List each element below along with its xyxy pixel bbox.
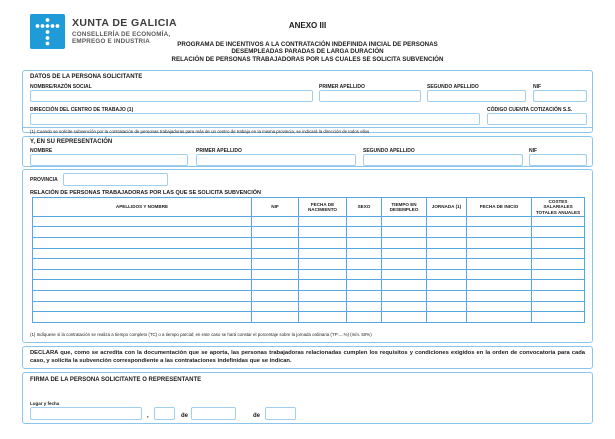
worker-cell[interactable]: [347, 216, 382, 227]
ss-account-input[interactable]: [487, 113, 587, 125]
annex-label: ANEXO III: [288, 21, 327, 30]
worker-cell[interactable]: [467, 238, 532, 249]
rep-name-label: NOMBRE: [30, 148, 53, 154]
worker-cell[interactable]: [299, 301, 347, 312]
worker-cell[interactable]: [382, 280, 427, 291]
signature-section: [22, 372, 593, 424]
workplace-address-label: DIRECCIÓN DEL CENTRO DE TRABAJO (1): [30, 107, 134, 113]
worker-cell[interactable]: [532, 259, 585, 270]
representative-section: [22, 136, 593, 167]
preposition-de-2: de: [253, 413, 261, 419]
worker-cell[interactable]: [427, 301, 467, 312]
worker-cell[interactable]: [427, 269, 467, 280]
worker-cell[interactable]: [252, 259, 299, 270]
worker-cell[interactable]: [427, 259, 467, 270]
worker-cell[interactable]: [299, 248, 347, 259]
worker-cell[interactable]: [347, 291, 382, 302]
worker-cell[interactable]: [252, 238, 299, 249]
worker-cell[interactable]: [347, 238, 382, 249]
worker-cell[interactable]: [347, 259, 382, 270]
province-label: PROVINCIA: [30, 177, 58, 183]
worker-cell[interactable]: [427, 291, 467, 302]
column-header: JORNADA (1): [427, 198, 467, 217]
worker-cell[interactable]: [33, 248, 252, 259]
org-name: XUNTA DE GALICIA: [72, 17, 177, 29]
second-surname-label: SEGUNDO APELLIDO: [427, 84, 479, 90]
worker-cell[interactable]: [33, 291, 252, 302]
representative-section-title: Y, EN SU REPRESENTACIÓN: [30, 139, 113, 145]
column-header: APELLIDOS Y NOMBRE: [33, 198, 252, 217]
worker-cell[interactable]: [299, 238, 347, 249]
table-row: [33, 238, 585, 249]
worker-cell[interactable]: [532, 269, 585, 280]
worker-cell[interactable]: [382, 227, 427, 238]
worker-cell[interactable]: [427, 238, 467, 249]
worker-cell[interactable]: [467, 227, 532, 238]
column-header: FECHA DE INICIO: [467, 198, 532, 217]
signature-section-title: FIRMA DE LA PERSONA SOLICITANTE O REPRESENTANTE: [30, 377, 202, 383]
column-header: COSTES SALARIALES TOTALES ANUALES: [532, 198, 585, 217]
worker-cell[interactable]: [427, 227, 467, 238]
worker-cell[interactable]: [347, 312, 382, 323]
worker-cell[interactable]: [382, 301, 427, 312]
worker-cell[interactable]: [427, 216, 467, 227]
table-footnote: (1) Indíquese si la contratación se realiza a tiempo completo (TC) o a tiempo parcial; en este caso se hará constar el porcentaje sobre la jornada ordinaria (TP:....%) (mín. 50%): [30, 332, 372, 337]
table-row: [33, 301, 585, 312]
nif-label: NIF: [533, 84, 542, 90]
worker-cell[interactable]: [467, 216, 532, 227]
worker-cell[interactable]: [252, 312, 299, 323]
worker-cell[interactable]: [532, 280, 585, 291]
worker-cell[interactable]: [33, 301, 252, 312]
worker-cell[interactable]: [299, 269, 347, 280]
worker-cell[interactable]: [347, 269, 382, 280]
worker-cell[interactable]: [299, 291, 347, 302]
worker-cell[interactable]: [33, 312, 252, 323]
form-title-line2: DESEMPLEADAS PARADAS DE LARGA DURACIÓN: [231, 48, 384, 56]
rep-nif-label: NIF: [529, 148, 538, 154]
worker-cell[interactable]: [382, 259, 427, 270]
worker-cell[interactable]: [382, 291, 427, 302]
worker-cell[interactable]: [299, 259, 347, 270]
department-line1: CONSELLERÍA DE ECONOMÍA,: [72, 31, 171, 38]
table-row: [33, 259, 585, 270]
rep-name-input[interactable]: [30, 154, 188, 166]
worker-cell[interactable]: [382, 269, 427, 280]
worker-cell[interactable]: [252, 227, 299, 238]
worker-cell[interactable]: [382, 312, 427, 323]
worker-cell[interactable]: [299, 227, 347, 238]
applicant-section: [22, 70, 593, 133]
worker-cell[interactable]: [467, 269, 532, 280]
worker-cell[interactable]: [299, 312, 347, 323]
column-header: TIEMPO EN DESEMPLEO: [382, 198, 427, 217]
worker-cell[interactable]: [252, 269, 299, 280]
name-label: NOMBRE/RAZÓN SOCIAL: [30, 84, 92, 90]
workers-table: [32, 197, 585, 323]
worker-cell[interactable]: [382, 216, 427, 227]
applicant-section-title: DATOS DE LA PERSONA SOLICITANTE: [30, 74, 143, 80]
worker-cell[interactable]: [252, 248, 299, 259]
form-title: [0, 41, 615, 63]
worker-cell[interactable]: [347, 280, 382, 291]
applicant-first-surname-input[interactable]: [319, 90, 421, 102]
worker-cell[interactable]: [252, 291, 299, 302]
workers-table-head: [33, 198, 585, 217]
worker-cell[interactable]: [467, 312, 532, 323]
applicant-name-input[interactable]: [30, 90, 313, 102]
worker-cell[interactable]: [33, 259, 252, 270]
workers-section: [22, 169, 593, 343]
worker-cell[interactable]: [532, 301, 585, 312]
month-input[interactable]: [191, 407, 236, 420]
province-input[interactable]: [63, 173, 168, 186]
table-row: [33, 280, 585, 291]
first-surname-label: PRIMER APELLIDO: [319, 84, 365, 90]
worker-cell[interactable]: [347, 248, 382, 259]
worker-cell[interactable]: [532, 216, 585, 227]
worker-cell[interactable]: [467, 280, 532, 291]
worker-cell[interactable]: [532, 248, 585, 259]
rep-second-surname-label: SEGUNDO APELLIDO: [363, 148, 415, 154]
form-title-line3: RELACIÓN DE PERSONAS TRABAJADORAS POR LAS CUALES SE SOLICITA SUBVENCIÓN: [171, 55, 444, 63]
worker-cell[interactable]: [532, 291, 585, 302]
worker-cell[interactable]: [252, 280, 299, 291]
worker-cell[interactable]: [33, 280, 252, 291]
column-header: SEXO: [347, 198, 382, 217]
place-date-label: Lugar y fecha: [30, 401, 60, 406]
ss-account-label: CÓDIGO CUENTA COTIZACIÓN S.S.: [487, 107, 573, 113]
workplace-address-input[interactable]: [30, 113, 480, 125]
comma-separator: ,: [147, 413, 149, 419]
rep-first-surname-label: PRIMER APELLIDO: [196, 148, 242, 154]
worker-cell[interactable]: [532, 227, 585, 238]
worker-cell[interactable]: [299, 280, 347, 291]
worker-cell[interactable]: [33, 269, 252, 280]
worker-cell[interactable]: [427, 312, 467, 323]
worker-cell[interactable]: [467, 291, 532, 302]
applicant-nif-input[interactable]: [533, 90, 587, 102]
rep-second-surname-input[interactable]: [363, 154, 523, 166]
preposition-de-1: de: [181, 413, 189, 419]
worker-cell[interactable]: [347, 301, 382, 312]
worker-cell[interactable]: [252, 301, 299, 312]
year-input[interactable]: [265, 407, 296, 420]
relation-title: RELACIÓN DE PERSONAS TRABAJADORAS POR LAS QUE SE SOLICITA SUBVENCIÓN: [30, 189, 262, 196]
rep-nif-input[interactable]: [529, 154, 587, 166]
table-row: [33, 227, 585, 238]
day-input[interactable]: [154, 407, 175, 420]
worker-cell[interactable]: [427, 280, 467, 291]
table-row: [33, 291, 585, 302]
worker-cell[interactable]: [382, 238, 427, 249]
rep-first-surname-input[interactable]: [196, 154, 356, 166]
worker-cell[interactable]: [467, 301, 532, 312]
worker-cell[interactable]: [532, 312, 585, 323]
worker-cell[interactable]: [299, 216, 347, 227]
column-header: NIF: [252, 198, 299, 217]
table-row: [33, 312, 585, 323]
worker-cell[interactable]: [382, 248, 427, 259]
declaration-text: DECLARA que, como se acredita con la documentación que se aporta, las personas trabajadoras relacionadas cumplen los requisitos y condiciones exigidos en la orden de convocatoria para cada caso, y solicita la subvención correspondiente a las contrataciones indefinidas que se indican.: [30, 350, 585, 364]
worker-cell[interactable]: [532, 238, 585, 249]
table-row: [33, 216, 585, 227]
table-row: [33, 248, 585, 259]
declaration-section: [22, 346, 593, 369]
form-title-line1: PROGRAMA DE INCENTIVOS A LA CONTRATACIÓN INDEFINIDA INICIAL DE PERSONAS: [177, 41, 438, 48]
place-input[interactable]: [30, 407, 142, 420]
worker-cell[interactable]: [33, 227, 252, 238]
department-line2: EMPREGO E INDUSTRIA: [72, 38, 150, 46]
worker-cell[interactable]: [467, 248, 532, 259]
worker-cell[interactable]: [33, 238, 252, 249]
applicant-second-surname-input[interactable]: [427, 90, 526, 102]
worker-cell[interactable]: [33, 216, 252, 227]
worker-cell[interactable]: [427, 248, 467, 259]
worker-cell[interactable]: [347, 227, 382, 238]
worker-cell[interactable]: [252, 216, 299, 227]
workers-table-body: [33, 216, 585, 322]
table-row: [33, 269, 585, 280]
column-header: FECHA DE NACIMIENTO: [299, 198, 347, 217]
worker-cell[interactable]: [467, 259, 532, 270]
applicant-footnote: (1) Cuando se solicite subvención por la contratación de personas trabajadoras para más de un centro de trabajo en la misma provincia, se indicará la dirección de todos ellos: [30, 128, 370, 134]
